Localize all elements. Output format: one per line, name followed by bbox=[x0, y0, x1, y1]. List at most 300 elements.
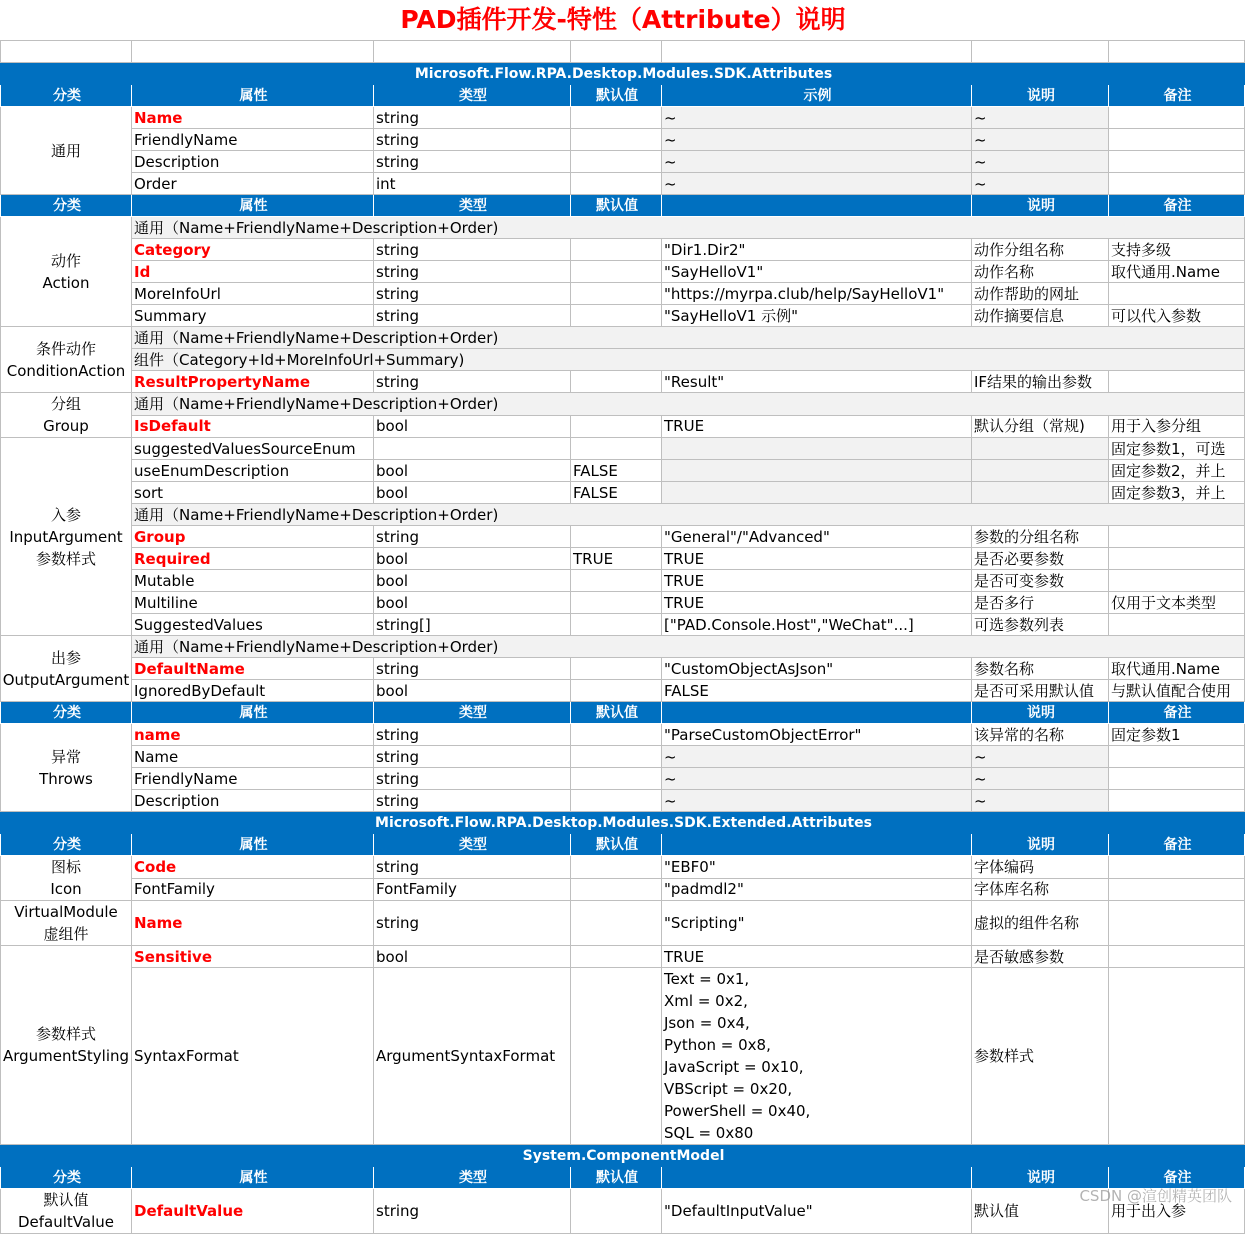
note-cell bbox=[1109, 283, 1245, 305]
default-cell bbox=[571, 415, 662, 438]
header-category: 分类 bbox=[1, 834, 132, 856]
header-example bbox=[662, 834, 972, 856]
category-label: Action bbox=[42, 273, 90, 292]
note-cell bbox=[1109, 878, 1245, 901]
property-cell: Summary bbox=[132, 305, 374, 327]
default-cell bbox=[571, 570, 662, 592]
table-row bbox=[1, 504, 1245, 526]
property-cell: Name bbox=[132, 746, 374, 768]
default-cell bbox=[571, 901, 662, 946]
header-desc: 说明 bbox=[972, 1167, 1109, 1189]
default-cell bbox=[571, 614, 662, 636]
table-row bbox=[1, 1189, 1245, 1234]
syntax-flag-line: Text = 0x1, bbox=[664, 970, 750, 988]
header-example: 示例 bbox=[662, 85, 972, 107]
table-row bbox=[1, 946, 1245, 968]
category-cell bbox=[1, 856, 132, 901]
table-row bbox=[1, 129, 1245, 151]
desc-cell: 字体库名称 bbox=[972, 878, 1109, 901]
example-cell: FALSE bbox=[662, 680, 972, 702]
category-cell bbox=[1, 724, 132, 812]
common-ref-cell: 通用（Name+FriendlyName+Description+Order) bbox=[132, 217, 1245, 239]
header-type: 类型 bbox=[374, 834, 571, 856]
desc-cell: 动作分组名称 bbox=[972, 239, 1109, 261]
property-cell: FontFamily bbox=[132, 878, 374, 901]
table-row bbox=[1, 548, 1245, 570]
header-default: 默认值 bbox=[571, 1167, 662, 1189]
desc-cell: 是否可采用默认值 bbox=[972, 680, 1109, 702]
property-cell: Description bbox=[132, 151, 374, 173]
header-property: 属性 bbox=[132, 834, 374, 856]
default-cell bbox=[571, 946, 662, 968]
default-cell bbox=[571, 768, 662, 790]
blank-row bbox=[1, 41, 1245, 63]
example-cell bbox=[662, 482, 972, 504]
example-cell bbox=[662, 438, 972, 460]
desc-cell bbox=[972, 438, 1109, 460]
note-cell bbox=[1109, 746, 1245, 768]
syntax-flag-line: Xml = 0x2, bbox=[664, 992, 748, 1010]
header-property: 属性 bbox=[132, 85, 374, 107]
syntax-flag-line: Python = 0x8, bbox=[664, 1036, 771, 1054]
type-cell: FontFamily bbox=[374, 878, 571, 901]
header-category: 分类 bbox=[1, 1167, 132, 1189]
syntax-flag-line: VBScript = 0x20, bbox=[664, 1080, 793, 1098]
header-default: 默认值 bbox=[571, 702, 662, 724]
property-cell: ResultPropertyName bbox=[132, 371, 374, 393]
default-cell bbox=[571, 151, 662, 173]
note-cell: 固定参数2，并上 bbox=[1109, 460, 1245, 482]
table-row bbox=[1, 349, 1245, 371]
property-cell: DefaultValue bbox=[132, 1189, 374, 1234]
note-cell bbox=[1109, 107, 1245, 129]
desc-cell: 字体编码 bbox=[972, 856, 1109, 879]
category-label: Group bbox=[43, 417, 89, 435]
default-cell bbox=[571, 261, 662, 283]
desc-cell: 参数的分组名称 bbox=[972, 526, 1109, 548]
header-desc: 说明 bbox=[972, 85, 1109, 107]
header-property: 属性 bbox=[132, 702, 374, 724]
header-row bbox=[1, 834, 1245, 856]
syntax-flag-line: Json = 0x4, bbox=[664, 1014, 750, 1032]
property-cell: Required bbox=[132, 548, 374, 570]
property-cell: suggestedValuesSourceEnum bbox=[132, 438, 374, 460]
default-cell bbox=[571, 173, 662, 195]
note-cell: 固定参数1 bbox=[1109, 724, 1245, 746]
note-cell bbox=[1109, 570, 1245, 592]
note-cell bbox=[1109, 790, 1245, 812]
category-cell bbox=[1, 327, 132, 393]
header-category: 分类 bbox=[1, 702, 132, 724]
section-title: Microsoft.Flow.RPA.Desktop.Modules.SDK.Extended.Attributes bbox=[1, 812, 1245, 834]
example-cell: "DefaultInputValue" bbox=[662, 1189, 972, 1234]
property-cell: Multiline bbox=[132, 592, 374, 614]
default-cell bbox=[571, 305, 662, 327]
property-cell: IgnoredByDefault bbox=[132, 680, 374, 702]
note-cell bbox=[1109, 371, 1245, 393]
table-row bbox=[1, 592, 1245, 614]
note-cell: 仅用于文本类型 bbox=[1109, 592, 1245, 614]
example-cell: ~ bbox=[662, 790, 972, 812]
desc-cell: 参数样式 bbox=[972, 968, 1109, 1145]
category-cell bbox=[1, 901, 132, 946]
note-cell: 固定参数3，并上 bbox=[1109, 482, 1245, 504]
property-cell: sort bbox=[132, 482, 374, 504]
note-cell bbox=[1109, 526, 1245, 548]
desc-cell: ~ bbox=[972, 151, 1109, 173]
category-label: 出参 bbox=[50, 648, 81, 667]
type-cell: string bbox=[374, 526, 571, 548]
header-row bbox=[1, 1167, 1245, 1189]
category-cell bbox=[1, 393, 132, 438]
section-sdk-attributes bbox=[1, 63, 1245, 85]
category-label: 默认值 bbox=[43, 1191, 89, 1209]
header-type: 类型 bbox=[374, 195, 571, 217]
property-cell: Code bbox=[132, 856, 374, 879]
header-default: 默认值 bbox=[571, 834, 662, 856]
desc-cell: 是否多行 bbox=[972, 592, 1109, 614]
example-cell: ~ bbox=[662, 151, 972, 173]
desc-cell: ~ bbox=[972, 129, 1109, 151]
example-cell: "General"/"Advanced" bbox=[662, 526, 972, 548]
type-cell: string bbox=[374, 658, 571, 680]
example-cell: "Result" bbox=[662, 371, 972, 393]
note-cell bbox=[1109, 901, 1245, 946]
desc-cell: 虚拟的组件名称 bbox=[972, 901, 1109, 946]
category-label: 图标 bbox=[50, 858, 81, 876]
type-cell: string bbox=[374, 901, 571, 946]
example-cell: "SayHelloV1" bbox=[662, 261, 972, 283]
property-cell: FriendlyName bbox=[132, 129, 374, 151]
attribute-table bbox=[0, 40, 1245, 1234]
category-label: InputArgument bbox=[9, 527, 123, 546]
common-ref-cell: 通用（Name+FriendlyName+Description+Order) bbox=[132, 393, 1245, 416]
table-row bbox=[1, 173, 1245, 195]
type-cell: bool bbox=[374, 460, 571, 482]
example-cell: ~ bbox=[662, 746, 972, 768]
table-row bbox=[1, 151, 1245, 173]
table-row bbox=[1, 614, 1245, 636]
example-cell bbox=[662, 968, 972, 1145]
header-note: 备注 bbox=[1109, 195, 1245, 217]
desc-cell: ~ bbox=[972, 746, 1109, 768]
desc-cell bbox=[972, 460, 1109, 482]
header-row bbox=[1, 195, 1245, 217]
common-ref-cell: 通用（Name+FriendlyName+Description+Order) bbox=[132, 327, 1245, 349]
category-cell bbox=[1, 438, 132, 636]
desc-cell: ~ bbox=[972, 768, 1109, 790]
table-row bbox=[1, 217, 1245, 239]
property-cell: Category bbox=[132, 239, 374, 261]
category-cell bbox=[1, 107, 132, 195]
default-cell bbox=[571, 592, 662, 614]
note-cell: 支持多级 bbox=[1109, 239, 1245, 261]
group-ref-cell: 组件（Category+Id+MoreInfoUrl+Summary) bbox=[132, 349, 1245, 371]
example-cell: "ParseCustomObjectError" bbox=[662, 724, 972, 746]
default-cell bbox=[571, 1189, 662, 1234]
table-row bbox=[1, 438, 1245, 460]
note-cell bbox=[1109, 968, 1245, 1145]
desc-cell: 该异常的名称 bbox=[972, 724, 1109, 746]
note-cell: 取代通用.Name bbox=[1109, 658, 1245, 680]
header-row bbox=[1, 85, 1245, 107]
type-cell: string bbox=[374, 746, 571, 768]
property-cell: IsDefault bbox=[132, 415, 374, 438]
example-cell: "https://myrpa.club/help/SayHelloV1" bbox=[662, 283, 972, 305]
desc-cell: 动作帮助的网址 bbox=[972, 283, 1109, 305]
note-cell: 固定参数1，可选 bbox=[1109, 438, 1245, 460]
table-row bbox=[1, 305, 1245, 327]
header-type: 类型 bbox=[374, 702, 571, 724]
header-note: 备注 bbox=[1109, 702, 1245, 724]
example-cell: ~ bbox=[662, 107, 972, 129]
example-cell: TRUE bbox=[662, 946, 972, 968]
type-cell: string[] bbox=[374, 614, 571, 636]
property-cell: SyntaxFormat bbox=[132, 968, 374, 1145]
header-category: 分类 bbox=[1, 195, 132, 217]
example-cell: "Dir1.Dir2" bbox=[662, 239, 972, 261]
property-cell: Order bbox=[132, 173, 374, 195]
type-cell: string bbox=[374, 283, 571, 305]
header-note: 备注 bbox=[1109, 85, 1245, 107]
table-row bbox=[1, 790, 1245, 812]
category-label: OutputArgument bbox=[2, 670, 130, 689]
page-title: PAD插件开发-特性（Attribute）说明 bbox=[400, 5, 846, 34]
category-label: ArgumentStyling bbox=[2, 1047, 130, 1065]
example-cell: "CustomObjectAsJson" bbox=[662, 658, 972, 680]
desc-cell: 动作摘要信息 bbox=[972, 305, 1109, 327]
category-cell bbox=[1, 636, 132, 702]
type-cell: string bbox=[374, 239, 571, 261]
default-cell bbox=[571, 878, 662, 901]
attribute-sheet bbox=[0, 40, 1245, 1234]
property-cell: FriendlyName bbox=[132, 768, 374, 790]
section-extended-attributes bbox=[1, 812, 1245, 834]
example-cell: TRUE bbox=[662, 592, 972, 614]
type-cell: bool bbox=[374, 415, 571, 438]
table-row bbox=[1, 570, 1245, 592]
type-cell: string bbox=[374, 768, 571, 790]
example-cell: "Scripting" bbox=[662, 901, 972, 946]
property-cell: Name bbox=[132, 901, 374, 946]
type-cell: bool bbox=[374, 680, 571, 702]
header-note: 备注 bbox=[1109, 834, 1245, 856]
note-cell: 用于入参分组 bbox=[1109, 415, 1245, 438]
category-label: DefaultValue bbox=[18, 1213, 114, 1231]
category-label: 动作 bbox=[50, 251, 81, 270]
table-row bbox=[1, 680, 1245, 702]
category-label: 通用 bbox=[50, 141, 81, 160]
header-type: 类型 bbox=[374, 85, 571, 107]
default-cell bbox=[571, 239, 662, 261]
syntax-flag-line: SQL = 0x80 bbox=[664, 1124, 754, 1142]
watermark: CSDN @渲创精英团队 bbox=[1079, 1187, 1232, 1205]
example-cell: TRUE bbox=[662, 548, 972, 570]
header-note: 备注 bbox=[1109, 1167, 1245, 1189]
table-row bbox=[1, 746, 1245, 768]
note-cell bbox=[1109, 946, 1245, 968]
type-cell: string bbox=[374, 724, 571, 746]
example-cell: TRUE bbox=[662, 570, 972, 592]
type-cell bbox=[374, 438, 571, 460]
note-cell bbox=[1109, 768, 1245, 790]
example-cell bbox=[662, 460, 972, 482]
property-cell: SuggestedValues bbox=[132, 614, 374, 636]
default-cell bbox=[571, 129, 662, 151]
desc-cell: 默认值 bbox=[972, 1189, 1109, 1234]
example-cell: TRUE bbox=[662, 415, 972, 438]
property-cell: Sensitive bbox=[132, 946, 374, 968]
default-cell bbox=[571, 856, 662, 879]
desc-cell: 动作名称 bbox=[972, 261, 1109, 283]
table-row bbox=[1, 239, 1245, 261]
default-cell bbox=[571, 371, 662, 393]
example-cell: ~ bbox=[662, 768, 972, 790]
table-row bbox=[1, 261, 1245, 283]
category-label: VirtualModule bbox=[14, 903, 118, 921]
desc-cell: 参数名称 bbox=[972, 658, 1109, 680]
category-cell bbox=[1, 217, 132, 327]
table-row bbox=[1, 393, 1245, 416]
type-cell: string bbox=[374, 151, 571, 173]
property-cell: useEnumDescription bbox=[132, 460, 374, 482]
desc-cell: 默认分组（常规) bbox=[972, 415, 1109, 438]
table-row bbox=[1, 107, 1245, 129]
header-example bbox=[662, 1167, 972, 1189]
property-cell: Description bbox=[132, 790, 374, 812]
example-cell: "SayHelloV1 示例" bbox=[662, 305, 972, 327]
common-ref-cell: 通用（Name+FriendlyName+Description+Order) bbox=[132, 636, 1245, 658]
note-cell bbox=[1109, 173, 1245, 195]
desc-cell: ~ bbox=[972, 790, 1109, 812]
table-row bbox=[1, 856, 1245, 879]
type-cell: bool bbox=[374, 946, 571, 968]
default-cell bbox=[571, 526, 662, 548]
table-row bbox=[1, 768, 1245, 790]
category-label: 入参 bbox=[50, 505, 81, 524]
note-cell bbox=[1109, 614, 1245, 636]
type-cell: string bbox=[374, 129, 571, 151]
header-category: 分类 bbox=[1, 85, 132, 107]
common-ref-cell: 通用（Name+FriendlyName+Description+Order) bbox=[132, 504, 1245, 526]
header-row bbox=[1, 702, 1245, 724]
category-label: 异常 bbox=[50, 747, 81, 766]
type-cell: string bbox=[374, 790, 571, 812]
category-cell bbox=[1, 1189, 132, 1234]
default-cell: FALSE bbox=[571, 460, 662, 482]
type-cell: string bbox=[374, 1189, 571, 1234]
table-row bbox=[1, 371, 1245, 393]
property-cell: Id bbox=[132, 261, 374, 283]
note-cell bbox=[1109, 151, 1245, 173]
default-cell bbox=[571, 968, 662, 1145]
header-property: 属性 bbox=[132, 1167, 374, 1189]
desc-cell: IF结果的输出参数 bbox=[972, 371, 1109, 393]
table-row bbox=[1, 878, 1245, 901]
table-row bbox=[1, 658, 1245, 680]
example-cell: "padmdl2" bbox=[662, 878, 972, 901]
property-cell: MoreInfoUrl bbox=[132, 283, 374, 305]
category-label: 参数样式 bbox=[35, 549, 96, 568]
type-cell: bool bbox=[374, 592, 571, 614]
note-cell: 可以代入参数 bbox=[1109, 305, 1245, 327]
category-cell bbox=[1, 946, 132, 1145]
property-cell: Name bbox=[132, 107, 374, 129]
type-cell: int bbox=[374, 173, 571, 195]
property-cell: name bbox=[132, 724, 374, 746]
header-desc: 说明 bbox=[972, 195, 1109, 217]
header-desc: 说明 bbox=[972, 834, 1109, 856]
table-row bbox=[1, 482, 1245, 504]
default-cell bbox=[571, 438, 662, 460]
table-row bbox=[1, 636, 1245, 658]
property-cell: DefaultName bbox=[132, 658, 374, 680]
header-example bbox=[662, 702, 972, 724]
default-cell bbox=[571, 790, 662, 812]
table-row bbox=[1, 460, 1245, 482]
category-label: 参数样式 bbox=[35, 1025, 96, 1043]
desc-cell: 是否可变参数 bbox=[972, 570, 1109, 592]
default-cell bbox=[571, 746, 662, 768]
category-label: 分组 bbox=[50, 395, 81, 413]
header-desc: 说明 bbox=[972, 702, 1109, 724]
header-default: 默认值 bbox=[571, 85, 662, 107]
note-cell: 与默认值配合使用 bbox=[1109, 680, 1245, 702]
header-example bbox=[662, 195, 972, 217]
type-cell: bool bbox=[374, 482, 571, 504]
default-cell bbox=[571, 658, 662, 680]
default-cell: FALSE bbox=[571, 482, 662, 504]
desc-cell: 是否敏感参数 bbox=[972, 946, 1109, 968]
header-default: 默认值 bbox=[571, 195, 662, 217]
desc-cell bbox=[972, 482, 1109, 504]
example-cell: ["PAD.Console.Host","WeChat"...] bbox=[662, 614, 972, 636]
category-label: 条件动作 bbox=[35, 339, 96, 358]
example-cell: "EBF0" bbox=[662, 856, 972, 879]
type-cell: string bbox=[374, 261, 571, 283]
default-cell bbox=[571, 283, 662, 305]
table-row bbox=[1, 327, 1245, 349]
note-cell: 取代通用.Name bbox=[1109, 261, 1245, 283]
section-title: Microsoft.Flow.RPA.Desktop.Modules.SDK.Attributes bbox=[1, 63, 1245, 85]
property-cell: Group bbox=[132, 526, 374, 548]
example-cell: ~ bbox=[662, 173, 972, 195]
desc-cell: 是否必要参数 bbox=[972, 548, 1109, 570]
default-cell: TRUE bbox=[571, 548, 662, 570]
section-title: System.ComponentModel bbox=[1, 1145, 1245, 1167]
table-row bbox=[1, 724, 1245, 746]
type-cell: bool bbox=[374, 570, 571, 592]
property-cell: Mutable bbox=[132, 570, 374, 592]
note-cell: 用于出入参 bbox=[1109, 1189, 1245, 1234]
desc-cell: ~ bbox=[972, 107, 1109, 129]
type-cell: ArgumentSyntaxFormat bbox=[374, 968, 571, 1145]
example-cell: ~ bbox=[662, 129, 972, 151]
note-cell bbox=[1109, 129, 1245, 151]
category-label: Throws bbox=[39, 769, 93, 788]
header-property: 属性 bbox=[132, 195, 374, 217]
table-row bbox=[1, 901, 1245, 946]
desc-cell: ~ bbox=[972, 173, 1109, 195]
default-cell bbox=[571, 680, 662, 702]
default-cell bbox=[571, 724, 662, 746]
table-row bbox=[1, 526, 1245, 548]
category-label: ConditionAction bbox=[6, 361, 126, 380]
note-cell bbox=[1109, 856, 1245, 879]
table-row bbox=[1, 415, 1245, 438]
type-cell: bool bbox=[374, 548, 571, 570]
note-cell bbox=[1109, 548, 1245, 570]
